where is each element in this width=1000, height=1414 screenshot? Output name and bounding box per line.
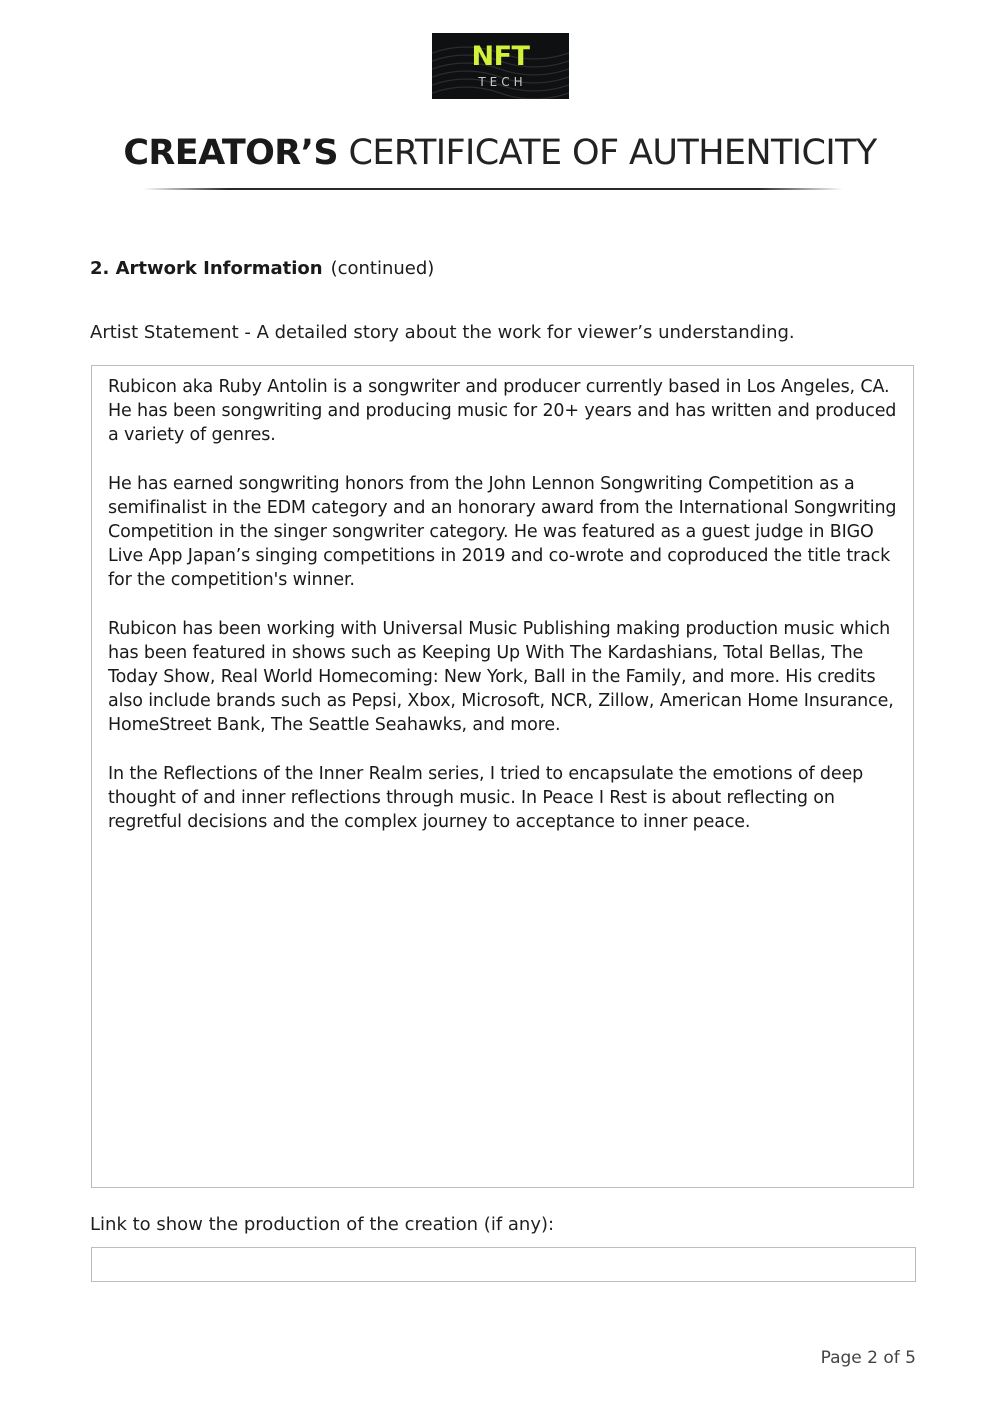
production-link-label: Link to show the production of the creation (if any): — [90, 1214, 555, 1235]
artist-statement-label: Artist Statement - A detailed story about the work for viewer’s understanding. — [90, 322, 795, 343]
page-title — [0, 128, 1000, 178]
statement-paragraph: Rubicon has been working with Universal Music Publishing making production music which has been featured in shows such as Keeping Up With The Kardashians, Total Bellas, The Today Show, Real World Homecoming: New York, Ball in the Family, and more. His credits also include brands such as Pepsi, Xbox, Microsoft, NCR, Zillow, American Home Insurance, HomeStreet Bank, The Seattle Seahawks, and more. — [108, 618, 894, 736]
production-link-field[interactable] — [91, 1247, 916, 1282]
logo-tech-text: TECH — [478, 75, 527, 89]
statement-paragraph: Rubicon aka Ruby Antolin is a songwriter and producer currently based in Los Angeles, CA. He has been songwriting and producing music for 20+ years and has written and produced a variety of genres. — [108, 377, 897, 446]
statement-paragraph: He has earned songwriting honors from the John Lennon Songwriting Competition as a semifinalist in the EDM category and an honorary award from the International Songwriting Competition in the singer songwriter category. He was featured as a guest judge in BIGO Live App Japan’s singing competitions in 2019 and co-wrote and coproduced the title track for the competition's winner. — [108, 473, 897, 591]
statement-paragraph: In the Reflections of the Inner Realm series, I tried to encapsulate the emotions of deep thought of and inner reflections through music. In Peace I Rest is about reflecting on regretful decisions and the complex journey to acceptance to inner peace. — [108, 763, 864, 833]
page-number: Page 2 of 5 — [820, 1348, 916, 1368]
section-title: 2. Artwork Information — [90, 258, 323, 279]
title-regular-part: CERTIFICATE OF AUTHENTICITY — [348, 133, 877, 173]
section-continued: (continued) — [330, 258, 435, 279]
title-divider — [143, 188, 843, 190]
title-bold-part: CREATOR’S — [123, 133, 338, 173]
section-heading — [90, 257, 434, 281]
logo-nft-text: NFT — [471, 41, 530, 72]
artist-statement-field[interactable] — [91, 365, 914, 1188]
nft-tech-logo — [432, 33, 569, 99]
